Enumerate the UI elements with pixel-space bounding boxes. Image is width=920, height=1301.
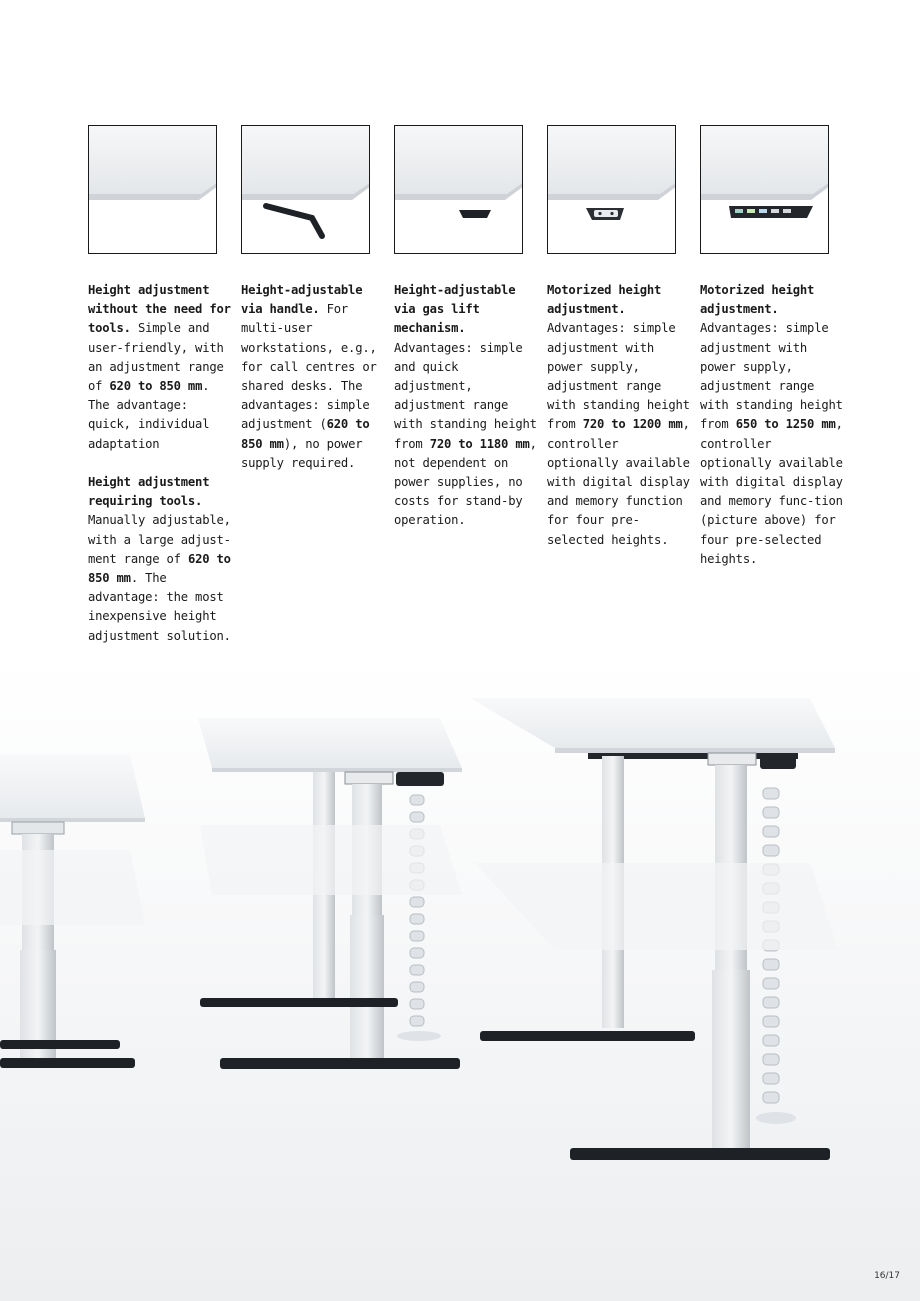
- text-run: , controller optionally available with digital display and memory func-tion (picture above) for four pre-selected heights.: [700, 417, 843, 566]
- paragraph: [241, 281, 387, 473]
- column-motorized-display: [700, 281, 846, 569]
- bold-run: Height-adjustable via gas lift mechanism.: [394, 283, 516, 336]
- bold-run: 620 to 850 mm: [109, 379, 203, 394]
- text-run: Advantages: simple and quick adjustment, adjustment range with standing height from: [394, 340, 537, 451]
- column-tool-free: [88, 281, 234, 646]
- text-run: , not dependent on power supplies, no costs for stand-by operation.: [394, 436, 537, 528]
- text-run: , controller optionally available with digital display and memory function for four pre-selected heights.: [547, 417, 690, 547]
- text-run: . The advantage: the most inexpensive height adjustment solution.: [88, 571, 231, 643]
- text-run: . The advantage: quick, individual adaptation: [88, 379, 210, 451]
- thumb-tool-free: [88, 125, 217, 254]
- thumb-gas-lift: [394, 125, 523, 254]
- desks-photo: [0, 660, 920, 1301]
- paragraph: [547, 281, 693, 550]
- paragraph: [88, 473, 234, 646]
- thumb-motorized-display: [700, 125, 829, 254]
- thumb-motorized: [547, 125, 676, 254]
- text-run: Advantages: simple adjustment with power supply, adjustment range with standing height from: [700, 321, 843, 432]
- text-run: Advantages: simple adjustment with power supply, adjustment range with standing height from: [547, 321, 690, 432]
- column-gas-lift: [394, 281, 540, 531]
- bold-run: Height-adjustable via handle.: [241, 283, 363, 317]
- bold-run: 620 to 850 mm: [241, 417, 370, 451]
- bold-run: Height adjustment requiring tools.: [88, 475, 210, 509]
- text-run: Simple and user-friendly, with an adjustment range of: [88, 321, 224, 394]
- column-handle: [241, 281, 387, 473]
- page-number: 16/17: [874, 1271, 900, 1281]
- bold-run: 650 to 1250 mm: [735, 417, 836, 432]
- text-run: Manually adjustable, with a large adjust-ment range of: [88, 513, 231, 566]
- bold-run: 620 to 850 mm: [88, 551, 231, 586]
- bold-run: Motorized height adjustment.: [547, 283, 662, 317]
- paragraph: [394, 281, 540, 531]
- text-run: ), no power supply required.: [241, 436, 363, 470]
- bold-run: 720 to 1200 mm: [582, 417, 683, 432]
- bold-run: Motorized height adjustment.: [700, 283, 815, 317]
- bold-run: Height adjustment without the need for tools.: [88, 283, 231, 336]
- text-run: For multi-user workstations, e.g., for call centres or shared desks. The advantages: simple adjustment (: [241, 302, 377, 432]
- paragraph: [700, 281, 846, 569]
- column-motorized: [547, 281, 693, 550]
- bold-run: 720 to 1180 mm: [429, 436, 530, 451]
- thumb-handle: [241, 125, 370, 254]
- paragraph: [88, 281, 234, 454]
